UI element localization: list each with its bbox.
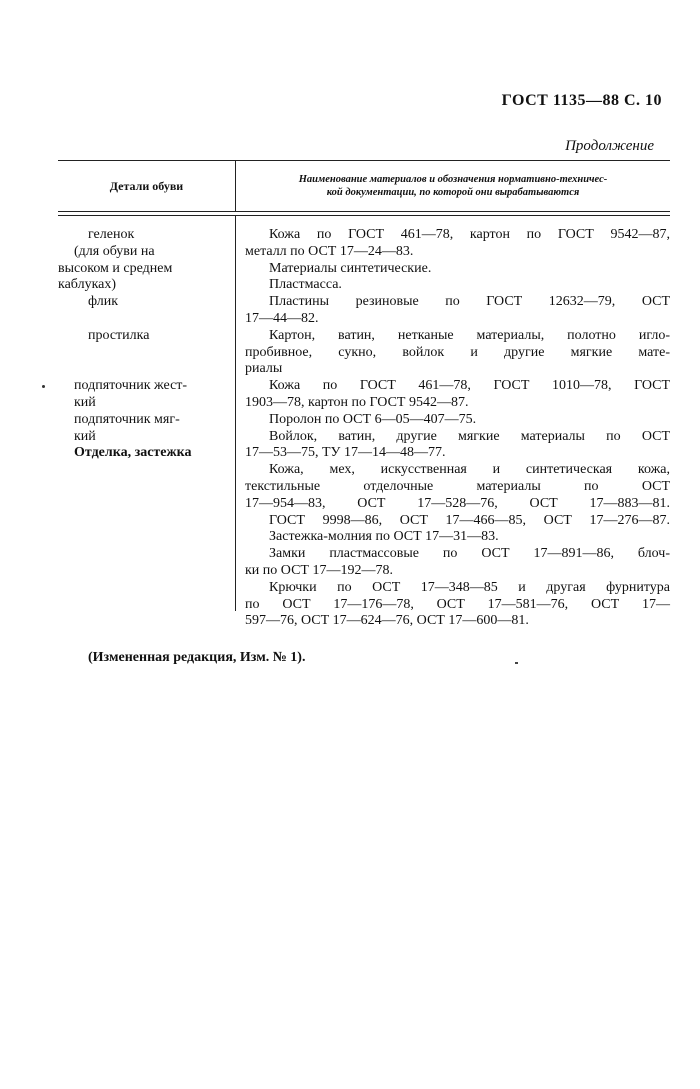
continuation-label: Продолжение: [565, 138, 654, 154]
material-line: Кожа по ГОСТ 461—78, ГОСТ 1010—78, ГОСТ: [269, 378, 670, 394]
shoe-part-line: флик: [88, 294, 119, 310]
table-header-row: [58, 161, 670, 211]
page-reference: ГОСТ 1135—88 С. 10: [501, 92, 662, 109]
material-line: ГОСТ 9998—86, ОСТ 17—466—85, ОСТ 17—276—87.: [269, 512, 670, 528]
material-line: Картон, ватин, нетканые материалы, полотно игло-: [269, 327, 670, 343]
material-line: текстильные отделочные материалы по ОСТ: [245, 478, 670, 494]
material-line: Поролон по ОСТ 6—05—407—75.: [269, 411, 477, 427]
shoe-part-line: каблуках): [58, 277, 117, 293]
material-line: ки по ОСТ 17—192—78.: [245, 562, 393, 578]
column-divider: [235, 216, 236, 611]
header-materials-line-1: Наименование материалов и обозначения нормативно-техничес-: [298, 173, 608, 185]
material-line: риалы: [245, 361, 283, 377]
material-line: 17—53—75, ТУ 17—14—48—77.: [245, 445, 446, 461]
material-line: 1903—78, картон по ГОСТ 9542—87.: [245, 394, 469, 410]
table-body: [58, 216, 670, 630]
shoe-part-line: высоком и среднем: [58, 260, 173, 276]
material-line: 17—44—82.: [245, 310, 319, 326]
material-line: пробивное, сукно, войлок и другие мягкие мате-: [245, 344, 670, 360]
shoe-part-line: (для обуви на: [74, 243, 155, 259]
materials-column: [235, 216, 670, 630]
scan-mark: [515, 662, 518, 664]
material-line: Кожа, мех, искусственная и синтетическая кожа,: [269, 462, 670, 478]
materials-table: [58, 160, 670, 630]
material-line: Пластины резиновые по ГОСТ 12632—79, ОСТ: [269, 294, 670, 310]
material-line: 597—76, ОСТ 17—624—76, ОСТ 17—600—81.: [245, 613, 529, 629]
shoe-part-line: геленок: [88, 227, 135, 242]
header-materials-line-2: кой документации, по которой они вырабатываются: [326, 187, 580, 198]
material-line: 17—954—83, ОСТ 17—528—76, ОСТ 17—883—81.: [245, 495, 670, 511]
shoe-part-line: подпяточник жест-: [74, 378, 188, 394]
material-line: Крючки по ОСТ 17—348—85 и другая фурнитура: [269, 579, 670, 595]
header-shoe-parts: Детали обуви: [58, 161, 236, 211]
material-line: Кожа по ГОСТ 461—78, картон по ГОСТ 9542—87,: [269, 227, 670, 242]
material-line: Застежка-молния по ОСТ 17—31—83.: [269, 529, 499, 545]
shoe-part-line: простилка: [88, 327, 150, 343]
material-line: по ОСТ 17—176—78, ОСТ 17—581—76, ОСТ 17—: [245, 596, 670, 612]
material-line: Пластмасса.: [269, 277, 342, 293]
shoe-part-line: [58, 345, 235, 362]
material-line: Материалы синтетические.: [269, 260, 432, 276]
shoe-parts-column: [58, 216, 235, 630]
material-line: Замки пластмассовые по ОСТ 17—891—86, блоч-: [269, 546, 670, 562]
material-line: Войлок, ватин, другие мягкие материалы по ОСТ: [269, 428, 670, 444]
shoe-part-line: [58, 311, 235, 328]
header-materials: [236, 161, 670, 211]
shoe-part-line: кий: [74, 394, 96, 410]
shoe-part-line: подпяточник мяг-: [74, 411, 180, 427]
material-line: металл по ОСТ 17—24—83.: [245, 243, 414, 259]
shoe-part-line: [58, 361, 235, 378]
shoe-part-line: Отделка, застежка: [74, 445, 192, 461]
shoe-part-line: кий: [74, 428, 96, 444]
scan-mark: [42, 385, 45, 388]
amendment-note: (Измененная редакция, Изм. № 1).: [88, 650, 306, 665]
